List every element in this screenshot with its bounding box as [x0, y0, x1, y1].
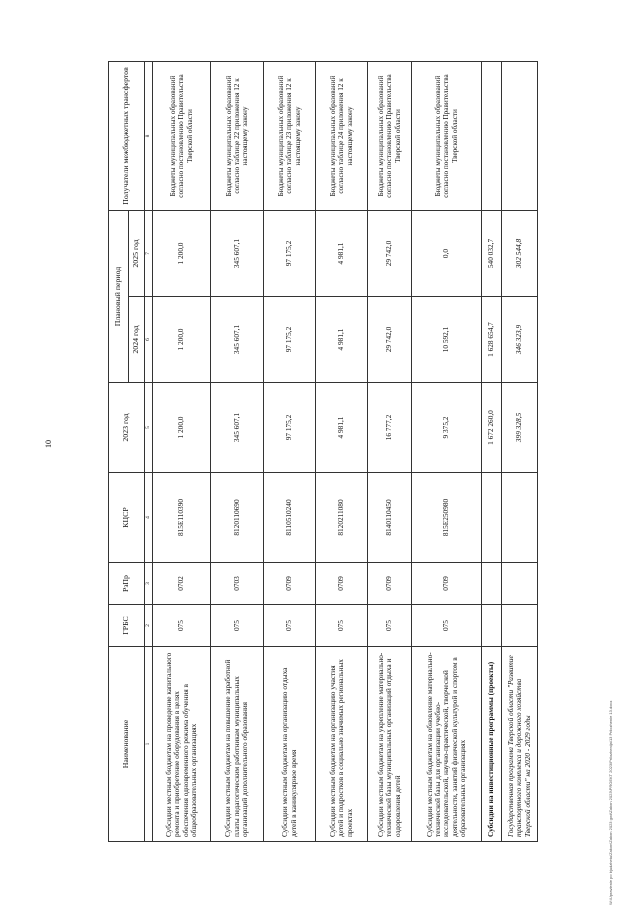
total-row: [482, 61, 502, 841]
row-grbs: 075: [264, 605, 316, 647]
row-value-2023: 345 607,1: [211, 383, 264, 473]
row-value-2023: 97 175,2: [264, 383, 316, 473]
program-row-name: Государственная программа Тверской области "Развитие транспортного комплекса и дорожного хозяйства Тверской области" на 2020 - 2029 годы: [502, 647, 538, 842]
row-kcsr: 8140110450: [368, 473, 412, 563]
table-row: [211, 61, 264, 841]
total-value-2025: 540 032,7: [482, 210, 502, 296]
program-value-2023: 399 328,5: [502, 383, 538, 473]
index-cell: 8: [145, 61, 153, 210]
header-recipients: Получатели межбюджетных трансфертов: [109, 61, 145, 210]
header-name: Наименование: [109, 647, 145, 842]
row-grbs: 075: [412, 605, 482, 647]
row-value-2024: 29 742,0: [368, 297, 412, 383]
table-row: [264, 61, 316, 841]
table-row: [153, 61, 211, 841]
row-recipient: Бюджеты муниципальных образований согласно постановлению Правительства Тверской области: [368, 61, 412, 210]
row-value-2023: 16 777,2: [368, 383, 412, 473]
rotated-table-container: [108, 62, 532, 842]
page-number: 10: [44, 440, 53, 448]
index-row: [145, 61, 153, 841]
row-value-2025: 0,0: [412, 210, 482, 296]
file-path-footer: W:\Upravlenie po bjudzhetu\Zakon\Zakon 2023 god\Zakon 2023\PROEKT 2023\Prilozhenija\13 Prilozhenie 13.docx: [608, 700, 613, 905]
row-value-2024: 1 200,0: [153, 297, 211, 383]
row-value-2025: 29 742,0: [368, 210, 412, 296]
row-name: Субсидии местным бюджетам на организацию участия детей и подростков в социально значимых региональных проектах: [316, 647, 368, 842]
row-name: Субсидии местным бюджетам на обновление материально-технической базы для организации учебно-исследовательской, научно-практической, творческой деятельности, занятий физической культурой и спортом в образовательных организациях: [412, 647, 482, 842]
index-cell: 1: [145, 647, 153, 842]
row-rzpr: 0709: [316, 563, 368, 605]
row-name: Субсидии местным бюджетам на повышение заработной платы педагогическим работникам муниципальных организаций дополнительного образования: [211, 647, 264, 842]
header-grbs: ГРБС: [109, 605, 145, 647]
row-value-2024: 4 981,1: [316, 297, 368, 383]
row-rzpr: 0709: [264, 563, 316, 605]
row-value-2023: 9 375,2: [412, 383, 482, 473]
row-value-2025: 345 607,1: [211, 210, 264, 296]
index-cell: 2: [145, 605, 153, 647]
row-kcsr: 815Е250980: [412, 473, 482, 563]
row-kcsr: 8110510240: [264, 473, 316, 563]
row-rzpr: 0703: [211, 563, 264, 605]
row-name: Субсидии местным бюджетам на укрепление материально-технической базы муниципальных организаций отдыха и оздоровления детей: [368, 647, 412, 842]
row-name: Субсидии местным бюджетам на проведение капитального ремонта и приобретение оборудования в целях обеспечения одновременного режима обучения в общеобразовательных организациях: [153, 647, 211, 842]
row-grbs: 075: [368, 605, 412, 647]
row-value-2024: 345 607,1: [211, 297, 264, 383]
row-kcsr: 815Е110390: [153, 473, 211, 563]
index-cell: 6: [145, 297, 153, 383]
program-value-2025: 302 544,8: [502, 210, 538, 296]
index-cell: 5: [145, 383, 153, 473]
row-value-2025: 4 981,1: [316, 210, 368, 296]
row-value-2025: 1 200,0: [153, 210, 211, 296]
program-value-2024: 346 323,9: [502, 297, 538, 383]
row-value-2023: 4 981,1: [316, 383, 368, 473]
row-recipient: Бюджеты муниципальных образований согласно постановлению Правительства Тверской области: [412, 61, 482, 210]
row-name: Субсидии местным бюджетам на организацию отдыха детей в каникулярное время: [264, 647, 316, 842]
index-cell: 7: [145, 210, 153, 296]
index-cell: 3: [145, 563, 153, 605]
row-recipient: Бюджеты муниципальных образований согласно постановлению Правительства Тверской области: [153, 61, 211, 210]
row-recipient: Бюджеты муниципальных образований согласно таблице 24 приложения 12 к настоящему закону: [316, 61, 368, 210]
table-body: [145, 61, 538, 841]
row-value-2023: 1 200,0: [153, 383, 211, 473]
row-grbs: 075: [211, 605, 264, 647]
header-rzpr: РзПр: [109, 563, 145, 605]
header-2023: 2023 год: [109, 383, 145, 473]
total-value-2024: 1 628 654,7: [482, 297, 502, 383]
row-grbs: 075: [153, 605, 211, 647]
header-planned-period: Плановый период: [109, 210, 129, 382]
row-recipient: Бюджеты муниципальных образований согласно таблице 22 приложения 12 к настоящему закону: [211, 61, 264, 210]
header-2025: 2025 год: [129, 210, 145, 296]
row-value-2025: 97 175,2: [264, 210, 316, 296]
row-rzpr: 0709: [412, 563, 482, 605]
row-grbs: 075: [316, 605, 368, 647]
row-value-2024: 10 592,1: [412, 297, 482, 383]
program-row: [502, 61, 538, 841]
header-kcsr: КЦСР: [109, 473, 145, 563]
table-row: [368, 61, 412, 841]
header-2024: 2024 год: [129, 297, 145, 383]
row-kcsr: 8120211080: [316, 473, 368, 563]
total-value-2023: 1 672 260,0: [482, 383, 502, 473]
index-cell: 4: [145, 473, 153, 563]
row-rzpr: 0709: [368, 563, 412, 605]
subsidies-table: [108, 61, 538, 842]
table-row: [412, 61, 482, 841]
table-row: [316, 61, 368, 841]
row-recipient: Бюджеты муниципальных образований согласно таблице 23 приложения 12 к настоящему закону: [264, 61, 316, 210]
total-row-name: Субсидии на инвестиционные программы (проекты): [482, 647, 502, 842]
row-value-2024: 97 175,2: [264, 297, 316, 383]
row-kcsr: 8120110690: [211, 473, 264, 563]
row-rzpr: 0702: [153, 563, 211, 605]
